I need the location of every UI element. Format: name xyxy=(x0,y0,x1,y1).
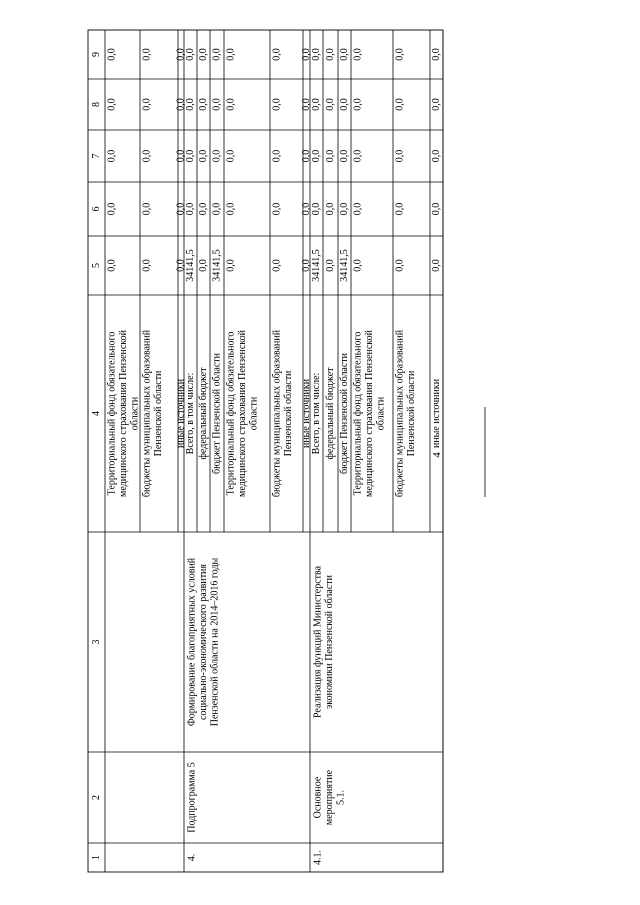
budget-value: 34141,5 xyxy=(339,249,350,282)
budget-value: 0,0 xyxy=(394,48,406,61)
funding-source: федеральный бюджет xyxy=(198,367,209,460)
funding-source: бюджет Пензенской области xyxy=(211,352,223,475)
budget-value: 0,0 xyxy=(339,98,350,111)
budget-value: 0,0 xyxy=(311,48,322,61)
funding-source: бюджеты муниципальных образований xyxy=(141,329,153,498)
budget-value: 0,0 xyxy=(211,98,223,111)
budget-value: 0,0 xyxy=(271,48,283,61)
budget-value: 34141,5 xyxy=(211,249,223,282)
budget-value: 0,0 xyxy=(301,48,312,61)
budget-value: 0,0 xyxy=(431,202,442,216)
budget-value: 0,0 xyxy=(185,48,196,61)
budget-value: 0,0 xyxy=(311,149,322,163)
funding-source: федеральный бюджет xyxy=(325,367,336,460)
row-description: Пензенской области на 2014–2016 годы xyxy=(209,557,221,727)
budget-value: 0,0 xyxy=(325,259,336,272)
budget-value: 0,0 xyxy=(225,259,237,272)
funding-source: иные источники xyxy=(431,378,442,449)
budget-value: 0,0 xyxy=(225,149,237,163)
row-description: Формирование благоприятных условий xyxy=(186,557,198,727)
budget-value: 0,0 xyxy=(394,98,406,111)
budget-value: 0,0 xyxy=(301,98,312,111)
budget-value: 0,0 xyxy=(394,259,406,272)
budget-value: 0,0 xyxy=(325,202,336,216)
budget-value: 0,0 xyxy=(141,149,153,163)
budget-value: 0,0 xyxy=(339,48,350,61)
budget-value: 0,0 xyxy=(175,98,187,111)
budget-value: 0,0 xyxy=(198,202,209,216)
column-header: 8 xyxy=(91,102,102,107)
budget-value: 0,0 xyxy=(352,98,364,111)
budget-value: 0,0 xyxy=(339,149,350,163)
column-header: 6 xyxy=(91,206,102,212)
funding-source: бюджеты муниципальных образований xyxy=(271,329,283,498)
row-name: 5.1. xyxy=(335,790,347,805)
budget-value: 0,0 xyxy=(431,259,442,272)
budget-value: 0,0 xyxy=(175,149,187,163)
budget-value: 0,0 xyxy=(394,149,406,163)
budget-value: 0,0 xyxy=(325,48,336,61)
budget-value: 0,0 xyxy=(301,259,312,272)
funding-source: медицинского страхования Пензенской xyxy=(237,330,248,497)
budget-value: 0,0 xyxy=(185,149,196,163)
funding-source: области xyxy=(129,396,141,431)
budget-value: 0,0 xyxy=(271,259,283,272)
funding-source: бюджет Пензенской области xyxy=(339,352,350,475)
budget-value: 0,0 xyxy=(141,98,153,111)
budget-table xyxy=(88,30,443,872)
budget-value: 0,0 xyxy=(431,149,442,163)
budget-value: 0,0 xyxy=(325,98,336,111)
budget-value: 0,0 xyxy=(225,48,237,61)
funding-source: области xyxy=(248,396,260,431)
budget-value: 0,0 xyxy=(211,149,223,163)
budget-value: 0,0 xyxy=(271,202,283,216)
budget-value: 0,0 xyxy=(106,259,118,272)
row-name: Основное xyxy=(312,776,324,819)
budget-value: 0,0 xyxy=(175,202,187,216)
column-header: 5 xyxy=(91,263,102,268)
budget-value: 0,0 xyxy=(431,98,442,111)
funding-source: иные источники xyxy=(175,378,187,449)
funding-source: Всего, в том числе: xyxy=(311,372,322,455)
budget-value: 0,0 xyxy=(301,149,312,163)
budget-value: 0,0 xyxy=(311,202,322,216)
budget-value: 0,0 xyxy=(198,149,209,163)
column-header: 3 xyxy=(91,639,102,645)
budget-value: 0,0 xyxy=(106,98,118,111)
budget-value: 0,0 xyxy=(106,202,118,216)
row-name: мероприятие xyxy=(324,769,335,826)
budget-value: 0,0 xyxy=(339,202,350,216)
budget-value: 0,0 xyxy=(175,48,187,61)
budget-value: 0,0 xyxy=(311,98,322,111)
row-number: 4. xyxy=(186,853,198,862)
funding-source: бюджеты муниципальных образований xyxy=(394,329,406,498)
budget-value: 0,0 xyxy=(225,202,237,216)
budget-value: 0,0 xyxy=(198,98,209,111)
budget-value: 34141,5 xyxy=(311,249,322,282)
budget-value: 0,0 xyxy=(352,48,364,61)
budget-value: 0,0 xyxy=(431,48,442,61)
funding-source: Всего, в том числе: xyxy=(185,372,196,455)
budget-value: 0,0 xyxy=(271,149,283,163)
budget-value: 0,0 xyxy=(106,48,118,61)
funding-source: области xyxy=(375,396,387,431)
row-description: социально-экономического развития xyxy=(198,563,209,721)
funding-source: Пензенской области xyxy=(153,370,164,457)
budget-value: 0,0 xyxy=(141,259,153,272)
funding-source: Пензенской области xyxy=(406,370,417,457)
budget-value: 0,0 xyxy=(352,202,364,216)
column-header: 7 xyxy=(91,153,102,159)
budget-value: 0,0 xyxy=(106,149,118,163)
budget-value: 0,0 xyxy=(271,98,283,111)
budget-value: 0,0 xyxy=(211,202,223,216)
budget-value: 0,0 xyxy=(301,202,312,216)
column-header: 1 xyxy=(91,855,102,860)
budget-value: 0,0 xyxy=(325,149,336,163)
budget-value: 0,0 xyxy=(175,259,187,272)
budget-value: 0,0 xyxy=(141,48,153,61)
funding-source: Территориальный фонд обязательного xyxy=(352,331,364,496)
column-header: 9 xyxy=(91,52,102,57)
budget-value: 0,0 xyxy=(185,98,196,111)
row-number: 4.1. xyxy=(312,850,324,865)
row-name: Подпрограмма 5 xyxy=(186,762,198,833)
funding-source: медицинского страхования Пензенской xyxy=(364,330,375,497)
budget-value: 0,0 xyxy=(352,149,364,163)
funding-source: Территориальный фонд обязательного xyxy=(106,331,118,496)
funding-source: медицинского страхования Пензенской xyxy=(118,330,129,497)
column-header: 4 xyxy=(91,411,102,416)
page-number: 4 xyxy=(431,452,443,458)
budget-value: 0,0 xyxy=(198,48,209,61)
budget-value: 0,0 xyxy=(225,98,237,111)
budget-value: 0,0 xyxy=(352,259,364,272)
funding-source: иные источники xyxy=(301,378,312,449)
budget-value: 0,0 xyxy=(394,202,406,216)
budget-value: 0,0 xyxy=(198,259,209,272)
budget-value: 0,0 xyxy=(185,202,196,216)
budget-value: 34141,5 xyxy=(185,249,196,282)
funding-source: Территориальный фонд обязательного xyxy=(225,331,237,496)
budget-value: 0,0 xyxy=(141,202,153,216)
funding-source: Пензенской области xyxy=(283,370,294,457)
row-description: Реализация функций Министерства xyxy=(312,565,324,719)
column-header: 2 xyxy=(91,795,102,800)
row-description: экономики Пензенской области xyxy=(324,574,335,710)
budget-value: 0,0 xyxy=(211,48,223,61)
